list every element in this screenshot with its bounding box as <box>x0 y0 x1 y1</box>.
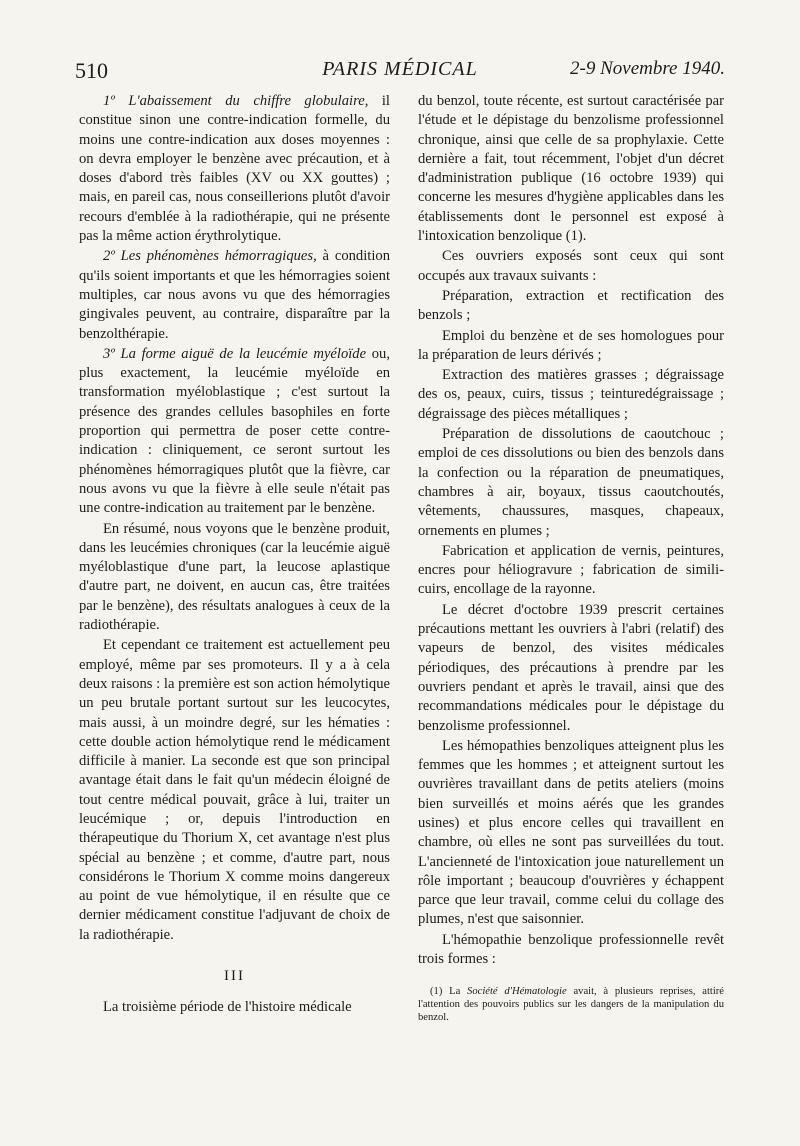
right-column <box>418 92 724 1024</box>
paragraph: Ces ouvriers exposés sont ceux qui sont occupés aux travaux suivants : <box>418 248 724 284</box>
paragraph <box>79 345 390 519</box>
paragraph: Les hémopathies benzoliques atteignent plus les femmes que les hommes ; et atteignent surtout les ouvrières travaillant dans de petits ateliers (moins bien surveillés et moins aérés que les grandes usines) et plus encore celles qui travaillent en chambre, où elles ne sont pas surveillées du tout. L'ancienneté de l'intoxication joue naturellement un rôle important ; beaucoup d'ouvrières y échappent parce que leur travail, comme celui du collage des plumes, n'est que saisonnier. <box>418 737 724 928</box>
footnote <box>418 985 724 1024</box>
footnote-rest: avait, à plusieurs reprises, attiré l'attention des pouvoirs publics sur les dangers de la manipulation du benzol. <box>418 986 725 1024</box>
paragraph-lead: 1º L'abaissement du chiffre globulaire, <box>103 93 369 109</box>
paragraph: L'hémopathie benzolique professionnelle revêt trois formes : <box>418 931 724 968</box>
footnote-prefix: (1) La <box>430 986 468 998</box>
paragraph-lead: 3º La forme aiguë de la leucémie myéloïde <box>103 345 367 362</box>
paragraph-lead: 2º Les phénomènes hémorragiques, <box>103 248 317 265</box>
paragraph: La troisième période de l'histoire médicale <box>103 999 352 1016</box>
page-header <box>75 58 725 88</box>
paragraph: Extraction des matières grasses ; dégraissage des os, peaux, cuirs, tissus ; teinturedégraissage ; dégraissage des pièces métalliques ; <box>418 367 724 422</box>
paragraph: Et cependant ce traitement est actuellement peu employé, même par ses promoteurs. Il y a à cela deux raisons : la première est son action hémolytique un peu brutale portant surtout sur les leucocytes, mais aussi, à un moindre degré, sur les hématies : cette double action hémolytique rend le médicament difficile à manier. La seconde est que son principal avantage était dans le fait qu'un médecin éloigné de tout centre médical pouvait, grâce à lui, traiter un leucémique ; or, depuis l'introduction en thérapeutique du Thorium X, cet avantage n'est plus spécial au benzène ; et comme, d'autre part, nous considérons le Thorium X comme moins dangereux au point de vue hémolytique, il en résulte que ce dernier médicament constitue l'adjuvant de choix de la radiothérapie. <box>79 637 390 943</box>
paragraph: du benzol, toute récente, est surtout caractérisée par l'étude et le dépistage du benzolisme professionnel chronique, ainsi que celle de sa prophylaxie. Cette dernière a fait, tout récemment, l'objet d'un décret d'administration publique (16 octobre 1939) qui concerne les mesures d'hygiène applicables dans les établissements dont le personnel est exposé à l'intoxication benzolique (1). <box>418 93 724 245</box>
paragraph: Préparation, extraction et rectification des benzols ; <box>418 287 724 324</box>
page-number: 510 <box>75 58 108 83</box>
paragraph: En résumé, nous voyons que le benzène produit, dans les leucémies chroniques (car la leucémie aiguë myéloblastique d'une part, la leucose aplastique d'autre part, ne doivent, en aucun cas, être traitées par le benzène), des résultats analogues à ceux de la radiothérapie. <box>79 520 390 634</box>
paragraph: Emploi du benzène et de ses homologues pour la préparation de leurs dérivés ; <box>418 327 724 363</box>
footnote-italic: Société d'Hématologie <box>467 986 567 998</box>
section-heading: III <box>224 968 245 985</box>
paragraph <box>79 92 390 246</box>
paragraph-text: à condition qu'ils soient importants et que les hémorragies soient multiples, car nous avons vu que des hémorragies gingivales peuvent, au contraire, disparaître par la benzolthérapie. <box>79 248 390 342</box>
paragraph <box>79 247 390 343</box>
left-column <box>79 92 390 1019</box>
issue-date: 2-9 Novembre 1940. <box>570 58 725 79</box>
paragraph: Le décret d'octobre 1939 prescrit certaines précautions mettant les ouvriers à l'abri (relatif) des vapeurs de benzol, des visites médicales périodiques, des précautions à prendre par les ouvriers pendant et après le travail, ainsi que des recommandations médicales pour le dépistage du benzolisme professionnel. <box>418 601 724 734</box>
footnote-text <box>418 985 724 1024</box>
journal-title: PARIS MÉDICAL <box>322 58 478 80</box>
paragraph: Préparation de dissolutions de caoutchouc ; emploi de ces dissolutions ou bien des benzols dans la confection ou la réparation de pneumatiques, chambres à air, boyaux, tissus caoutchoutés, vêtements, chaussures, masques, chapeaux, ornements en plumes ; <box>418 426 724 539</box>
paragraph-text: ou, plus exactement, la leucémie myéloïde en transformation myéloblastique ; c'est surtout la présence des grandes cellules basophiles en forte proportion qui permettra de poser cette contre-indication : cliniquement, ce seront surtout les phénomènes hémorragiques plutôt que la fièvre, car nous avons vu que la fièvre à elle seule n'était pas une contre-indication au traitement par le benzène. <box>79 345 390 517</box>
paragraph-text: il constitue sinon une contre-indication formelle, du moins une contre-indication aux doses moyennes : on devra employer le benzène avec précaution, et à doses d'abord très faibles (XV ou XX gouttes) ; mais, en pareil cas, nous conseillerions plutôt d'avoir recours d'emblée à la radiothérapie, qui ne présente pas la même action érythrolytique. <box>79 93 390 245</box>
paragraph: Fabrication et application de vernis, peintures, encres pour héliogravure ; fabrication de simili-cuirs, encollage de la rayonne. <box>418 542 724 598</box>
